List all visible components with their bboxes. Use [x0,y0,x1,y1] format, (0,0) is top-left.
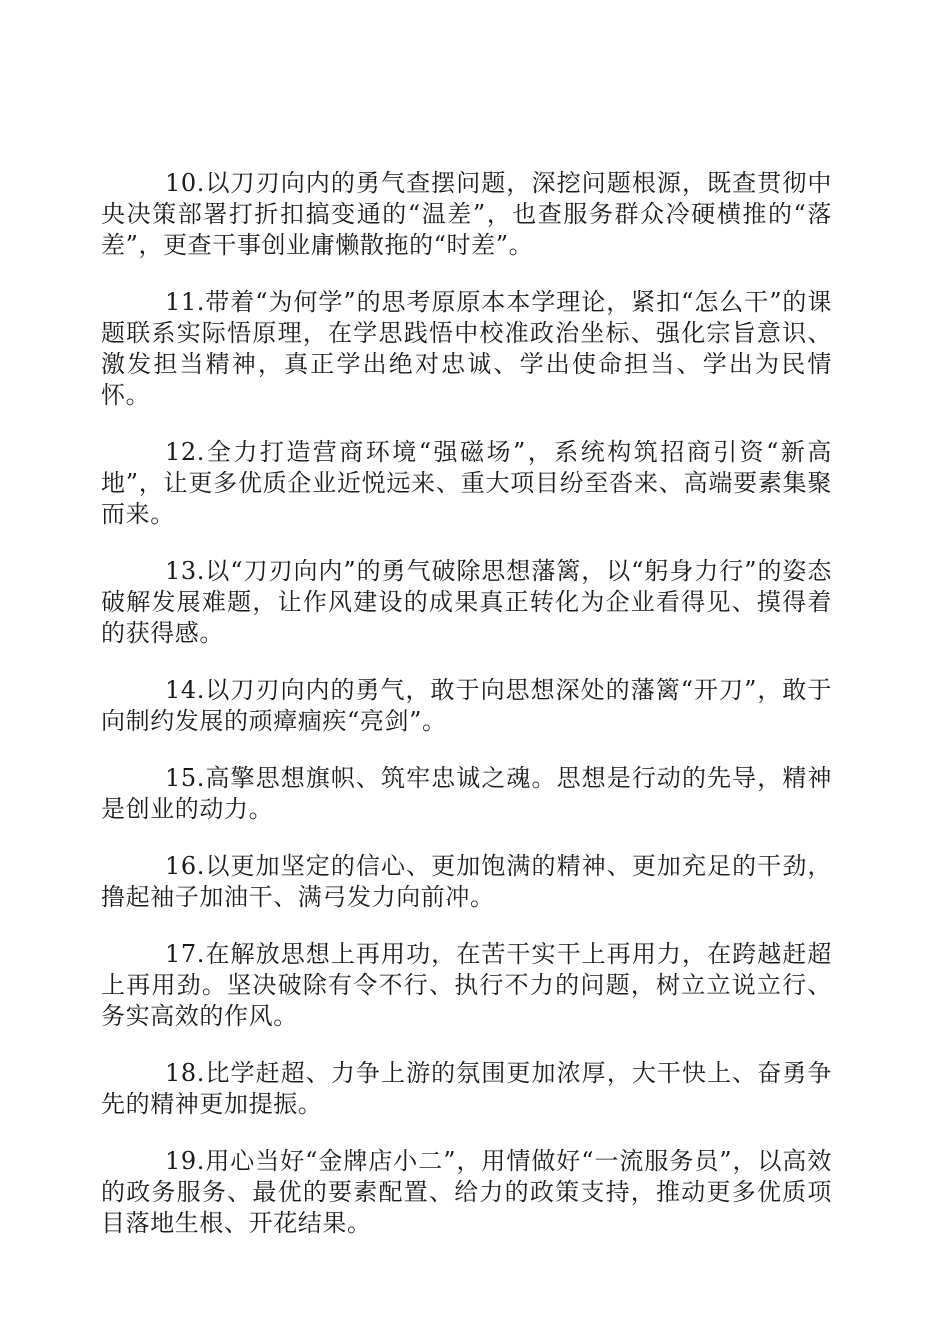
document-body [101,168,832,1265]
paragraph-17: 17.在解放思想上再用功，在苦干实干上再用力，在跨越赶超上再用劲。坚决破除有令不行、执行不力的问题，树立立说立行、务实高效的作风。 [101,940,832,1030]
paragraph-16: 16.以更加坚定的信心、更加饱满的精神、更加充足的干劲，撸起袖子加油干、满弓发力向前冲。 [101,852,832,911]
paragraph-15: 15.高擎思想旗帜、筑牢忠诚之魂。思想是行动的先导，精神是创业的动力。 [101,764,832,823]
paragraph-12: 12.全力打造营商环境“强磁场”，系统构筑招商引资“新高地”，让更多优质企业近悦远来、重大项目纷至沓来、高端要素集聚而来。 [101,438,832,528]
paragraph-18: 18.比学赶超、力争上游的氛围更加浓厚，大干快上、奋勇争先的精神更加提振。 [101,1059,832,1118]
paragraph-13: 13.以“刀刃向内”的勇气破除思想藩篱，以“躬身力行”的姿态破解发展难题，让作风建设的成果真正转化为企业看得见、摸得着的获得感。 [101,557,832,647]
paragraph-19: 19.用心当好“金牌店小二”，用情做好“一流服务员”，以高效的政务服务、最优的要素配置、给力的政策支持，推动更多优质项目落地生根、开花结果。 [101,1147,832,1237]
paragraph-14: 14.以刀刃向内的勇气，敢于向思想深处的藩篱“开刀”，敢于向制约发展的顽瘴痼疾“亮剑”。 [101,676,832,735]
paragraph-11: 11.带着“为何学”的思考原原本本学理论，紧扣“怎么干”的课题联系实际悟原理，在学思践悟中校准政治坐标、强化宗旨意识、激发担当精神，真正学出绝对忠诚、学出使命担当、学出为民情怀。 [101,288,832,409]
paragraph-10: 10.以刀刃向内的勇气查摆问题，深挖问题根源，既查贯彻中央决策部署打折扣搞变通的“温差”，也查服务群众冷硬横推的“落差”，更查干事创业庸懒散拖的“时差”。 [101,169,832,259]
